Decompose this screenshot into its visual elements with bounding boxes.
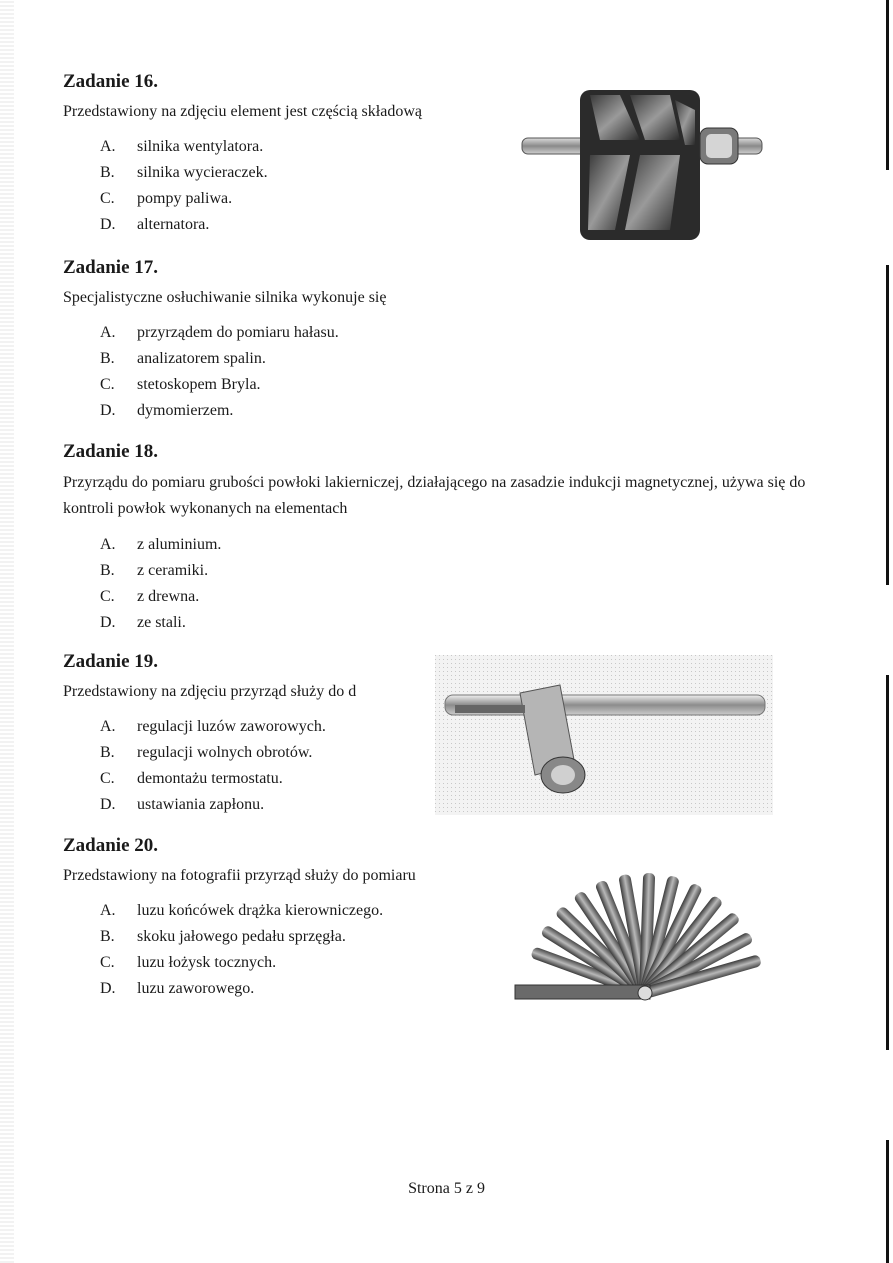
task-title: Zadanie 19.	[63, 651, 159, 672]
answer-option-d[interactable]: D. ustawiania zapłonu.	[100, 796, 265, 813]
answer-option-a[interactable]: A. przyrządem do pomiaru hałasu.	[100, 324, 339, 341]
task-16	[63, 70, 422, 238]
answer-option-d[interactable]: D. alternatora.	[100, 216, 210, 233]
scan-mark-right	[886, 675, 889, 1050]
task-20	[63, 834, 416, 1002]
answer-option-c[interactable]: C. z drewna.	[100, 588, 200, 605]
answer-option-c[interactable]: C. demontażu termostatu.	[100, 770, 283, 787]
answer-option-d[interactable]: D. dymomierzem.	[100, 402, 234, 419]
rotor-photo	[520, 80, 765, 245]
answer-options	[63, 320, 386, 424]
task-question: Przedstawiony na zdjęciu element jest częścią składową	[63, 103, 422, 120]
task-question: Specjalistyczne osłuchiwanie silnika wykonuje się	[63, 289, 387, 306]
tool-photo	[435, 655, 773, 815]
answer-options	[63, 134, 422, 238]
answer-option-b[interactable]: B. analizatorem spalin.	[100, 350, 266, 367]
answer-option-a[interactable]: A. z aluminium.	[100, 536, 222, 553]
task-title: Zadanie 18.	[63, 441, 159, 462]
task-17	[63, 256, 386, 424]
task-19	[63, 650, 356, 818]
answer-option-a[interactable]: A. regulacji luzów zaworowych.	[100, 718, 326, 735]
scan-mark-right	[886, 1140, 889, 1263]
answer-options	[63, 532, 833, 636]
scan-mark-right	[886, 265, 889, 585]
answer-option-b[interactable]: B. silnika wycieraczek.	[100, 164, 268, 181]
task-title: Zadanie 16.	[63, 71, 159, 92]
answer-option-c[interactable]: C. luzu łożysk tocznych.	[100, 954, 277, 971]
task-title: Zadanie 17.	[63, 257, 159, 278]
answer-options	[63, 898, 416, 1002]
answer-option-c[interactable]: C. pompy paliwa.	[100, 190, 233, 207]
scan-edge	[0, 0, 14, 1263]
answer-option-b[interactable]: B. regulacji wolnych obrotów.	[100, 744, 313, 761]
answer-option-b[interactable]: B. z ceramiki.	[100, 562, 209, 579]
answer-options	[63, 714, 356, 818]
scan-mark-right	[886, 0, 889, 170]
page-number: Strona 5 z 9	[408, 1180, 485, 1197]
task-18	[63, 440, 833, 636]
answer-option-c[interactable]: C. stetoskopem Bryla.	[100, 376, 261, 393]
answer-option-d[interactable]: D. ze stali.	[100, 614, 186, 631]
feeler-gauge-photo	[510, 865, 770, 1010]
answer-option-d[interactable]: D. luzu zaworowego.	[100, 980, 255, 997]
task-question: Przedstawiony na zdjęciu przyrząd służy do d	[63, 683, 357, 700]
answer-option-a[interactable]: A. luzu końcówek drążka kierowniczego.	[100, 902, 384, 919]
task-title: Zadanie 20.	[63, 835, 159, 856]
task-question: Przedstawiony na fotografii przyrząd służy do pomiaru	[63, 867, 416, 884]
task-question: Przyrządu do pomiaru grubości powłoki lakierniczej, działającego na zasadzie indukcji magnetycznej, używa się do kontroli powłok wykonanych na elementach	[63, 474, 806, 517]
answer-option-b[interactable]: B. skoku jałowego pedału sprzęgła.	[100, 928, 346, 945]
answer-option-a[interactable]: A. silnika wentylatora.	[100, 138, 264, 155]
